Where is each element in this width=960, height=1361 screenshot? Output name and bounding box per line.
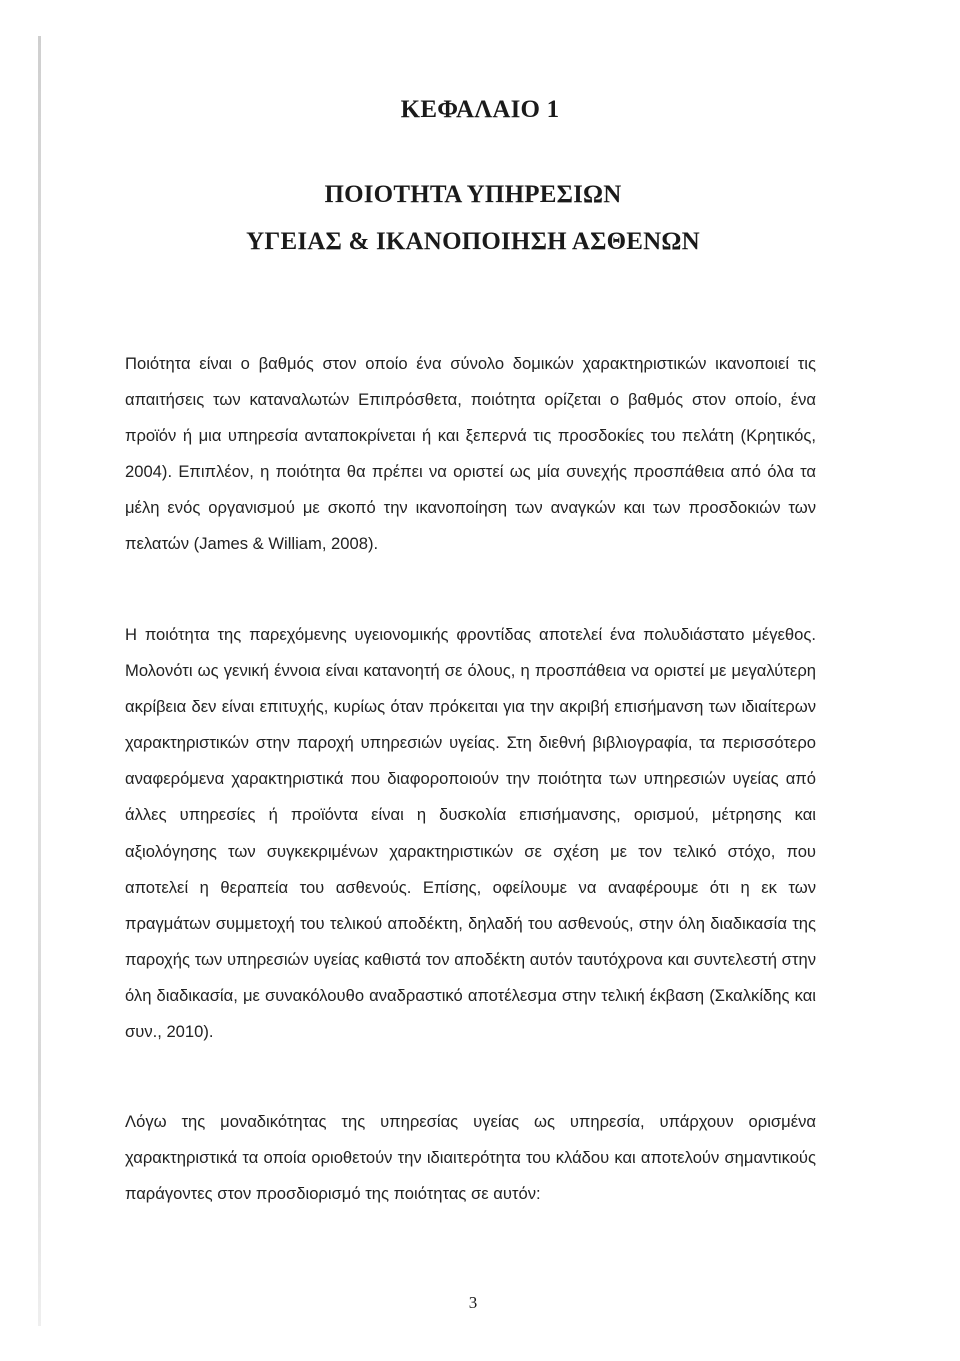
paragraph-quality-definition: Ποιότητα είναι ο βαθμός στον οποίο ένα σύνολο δομικών χαρακτηριστικών ικανοποιεί τις απαιτήσεις των καταναλωτών Επιπρόσθετα, ποιότητα ορίζεται ο βαθμός στον οποίο, ένα προϊόν ή μια υπηρεσία ανταποκρίνεται ή και ξεπερνά τις προσδοκίες του πελάτη (Κρητικός, 2004). Επιπλέον, η ποιότητα θα πρέπει να οριστεί ως μία συνεχής προσπάθεια από όλα τα μέλη ενός οργανισμού με σκοπό την ικανοποίηση των αναγκών και των προσδοκιών των πελατών (James & William, 2008).: [125, 354, 816, 554]
paragraph-healthcare-quality: Η ποιότητα της παρεχόμενης υγειονομικής φροντίδας αποτελεί ένα πολυδιάστατο μέγεθος. Μολονότι ως γενική έννοια είναι κατανοητή σε όλους, η προσπάθεια να οριστεί με μεγαλύτερη ακρίβεια δεν είναι επιτυχής, κυρίως όταν πρόκειται για την ακριβή επισήμανση των ιδιαίτερων χαρακτηριστικών στην παροχή υπηρεσιών υγείας. Στη διεθνή βιβλιογραφία, τα περισσότερο αναφερόμενα χαρακτηριστικά που διαφοροποιούν την ποιότητα των υπηρεσιών υγείας από άλλες υπηρεσίες ή προϊόντα είναι η δυσκολία επισήμανσης, ορισμού, μέτρησης και αξιολόγησης των συγκεκριμένων χαρακτηριστικών σε σχέση με τον τελικό στόχο, που αποτελεί η θεραπεία του ασθενούς. Επίσης, οφείλουμε να αναφέρουμε ότι η εκ των πραγμάτων συμμετοχή του τελικού αποδέκτη, δηλαδή του ασθενούς, στην όλη διαδικασία της παροχής των υπηρεσιών υγείας καθιστά τον αποδέκτη αυτόν ταυτόχρονα και συντελεστή στην όλη διαδικασία, με συνακόλουθο αναδραστικό αποτέλεσμα στην τελική έκβαση (Σκαλκίδης και συν., 2010).: [125, 625, 816, 1042]
paragraph-health-service-characteristics: Λόγω της μοναδικότητας της υπηρεσίας υγείας ως υπηρεσία, υπάρχουν ορισμένα χαρακτηριστικά τα οποία οριοθετούν την ιδιαιτερότητα του κλάδου και αποτελούν σημαντικούς παράγοντες στον προσδιορισμό της ποιότητας σε αυτόν:: [125, 1112, 816, 1204]
chapter-title-line-1: ΠΟΙΟΤΗΤΑ ΥΠΗΡΕΣΙΩΝ: [324, 181, 622, 208]
chapter-heading: ΚΕΦΑΛΑΙΟ 1: [400, 96, 560, 123]
page-number: 3: [468, 1293, 478, 1312]
chapter-title-line-2: ΥΓΕΙΑΣ & ΙΚΑΝΟΠΟΙΗΣΗ ΑΣΘΕΝΩΝ: [246, 228, 700, 255]
